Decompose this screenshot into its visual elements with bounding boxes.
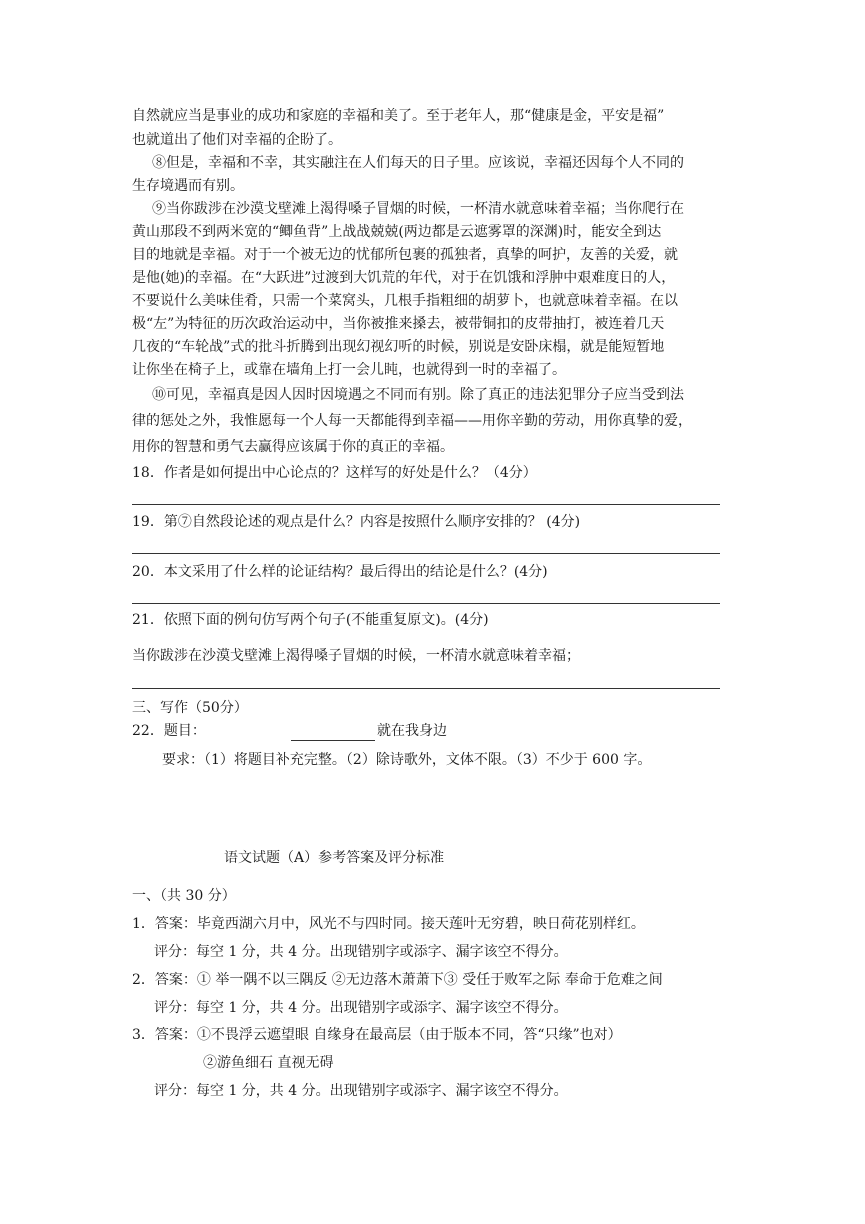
- answer-2: 2．答案：① 举一隅不以三隅反 ②无边落木萧萧下③ 受任于败军之际 奉命于危难之间: [132, 972, 663, 988]
- answer-section-1: 一、（共 30 分）: [132, 888, 236, 904]
- answer-3: 3．答案：①不畏浮云遮望眼 自缘身在最高层（由于版本不同，答“只缘”也对）: [132, 1027, 622, 1043]
- answer-1-score: 评分：每空 1 分，共 4 分。出现错别字或添字、漏字该空不得分。: [154, 944, 568, 960]
- paragraph-9-line: 让你坐在椅子上，或靠在墙角上打一会儿盹，也就得到一时的幸福了。: [132, 362, 566, 378]
- answer-3-b: ②游鱼细石 直视无碍: [203, 1055, 334, 1071]
- paragraph-9-line: 黄山那段不到两米宽的“鲫鱼背”上战战兢兢(两边都是云遮雾罩的深渊)时，能安全到达: [132, 224, 662, 240]
- question-22-title: [291, 721, 447, 741]
- answer-line-19[interactable]: [132, 553, 720, 554]
- question-19: 19．第⑦自然段论述的观点是什么？内容是按照什么顺序安排的？ (4分): [132, 514, 581, 530]
- question-21-example: 当你跋涉在沙漠戈壁滩上渴得嗓子冒烟的时候，一杯清水就意味着幸福；: [132, 648, 580, 664]
- question-21: 21．依照下面的例句仿写两个句子(不能重复原文)。(4分): [132, 612, 489, 628]
- paragraph-9-line: ⑨当你跋涉在沙漠戈壁滩上渴得嗓子冒烟的时候，一杯清水就意味着幸福；当你爬行在: [152, 201, 684, 217]
- paragraph-10-line: 律的惩处之外，我惟愿每一个人每一天都能得到幸福——用你辛勤的劳动，用你真挚的爱，: [132, 413, 692, 429]
- title-blank[interactable]: [291, 726, 375, 741]
- paragraph-9-line: 目的地就是幸福。对于一个被无边的忧郁所包裹的孤独者，真挚的呵护，友善的关爱，就: [132, 247, 678, 263]
- paragraph-8-line: ⑧但是，幸福和不幸，其实融注在人们每天的日子里。应该说，幸福还因每个人不同的: [152, 155, 684, 171]
- answer-key-title: 语文试题（A）参考答案及评分标准: [224, 850, 445, 866]
- paragraph-line: 自然就应当是事业的成功和家庭的幸福和美了。至于老年人，那“健康是金，平安是福”: [132, 108, 665, 124]
- paragraph-line: 也就道出了他们对幸福的企盼了。: [132, 132, 342, 148]
- paragraph-8-line: 生存境遇而有别。: [132, 178, 244, 194]
- paragraph-10-line: ⑩可见，幸福真是因人因时因境遇之不同而有别。除了真正的违法犯罪分子应当受到法: [152, 387, 684, 403]
- question-18: 18．作者是如何提出中心论点的？这样写的好处是什么？（4分）: [132, 465, 537, 481]
- writing-heading: 三、写作（50分）: [132, 700, 248, 716]
- answer-line-21[interactable]: [132, 688, 720, 689]
- answer-line-18[interactable]: [132, 504, 720, 505]
- answer-1: 1．答案：毕竟西湖六月中，风光不与四时同。接天莲叶无穷碧，映日荷花别样红。: [132, 916, 645, 932]
- answer-3-score: 评分：每空 1 分，共 4 分。出现错别字或添字、漏字该空不得分。: [154, 1083, 568, 1099]
- paragraph-9-line: 极“左”为特征的历次政治运动中，当你被推来搡去，被带铜扣的皮带抽打，被连着几天: [132, 316, 665, 332]
- question-22-label: 22．题目：: [132, 723, 206, 739]
- question-20: 20．本文采用了什么样的论证结构？最后得出的结论是什么？(4分): [132, 564, 548, 580]
- paragraph-9-line: 是他(她)的幸福。在“大跃进”过渡到大饥荒的年代，对于在饥饿和浮肿中艰难度日的人，: [132, 270, 676, 286]
- title-tail: 就在我身边: [377, 723, 447, 739]
- writing-requirements: 要求：（1）将题目补充完整。（2）除诗歌外，文体不限。（3）不少于 600 字。: [162, 752, 652, 768]
- answer-line-20[interactable]: [132, 603, 720, 604]
- paragraph-10-line: 用你的智慧和勇气去赢得应该属于你的真正的幸福。: [132, 439, 454, 455]
- answer-2-score: 评分：每空 1 分，共 4 分。出现错别字或添字、漏字该空不得分。: [154, 1000, 568, 1016]
- paragraph-9-line: 不要说什么美味佳肴，只需一个菜窝头，几根手指粗细的胡萝卜，也就意味着幸福。在以: [132, 293, 678, 309]
- paragraph-9-line: 几夜的“车轮战”式的批斗折腾到出现幻视幻听的时候，别说是安卧床榻，就是能短暂地: [132, 339, 665, 355]
